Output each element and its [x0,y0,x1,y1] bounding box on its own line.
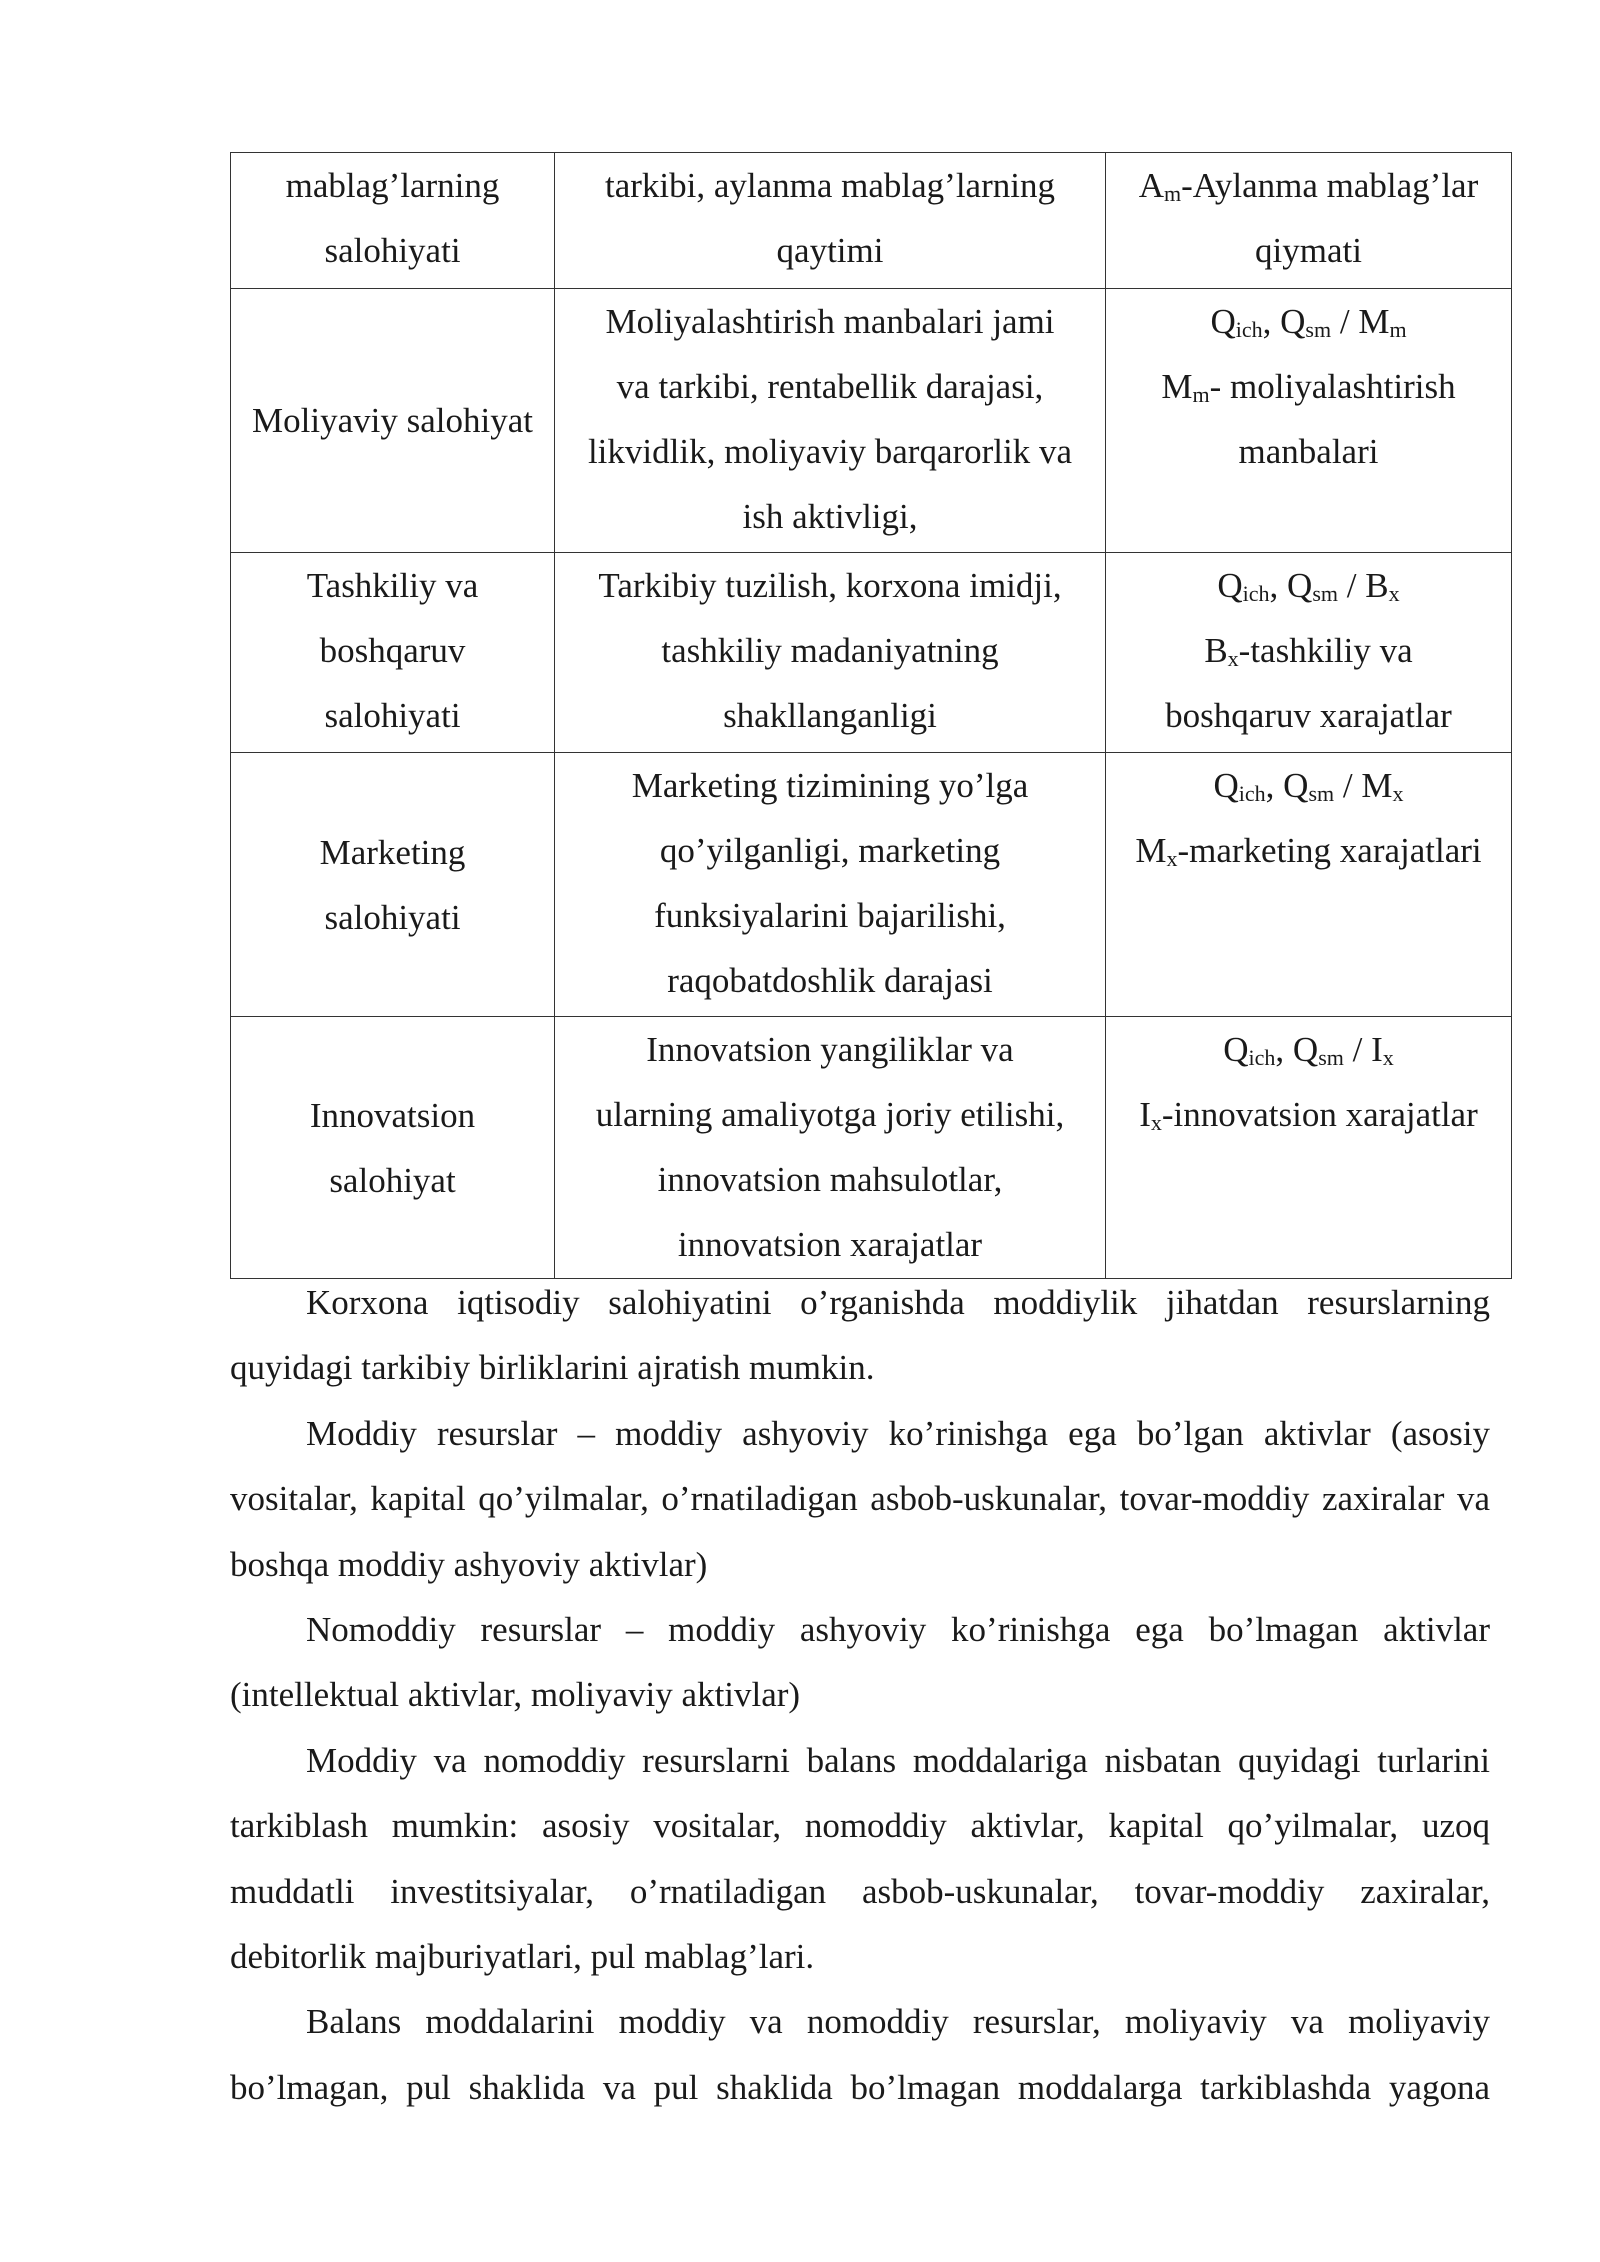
table-row [231,289,1512,553]
table-cell-content: Marketing tizimining yo’lga qo’yilganligi, marketing funksiyalarini bajarilishi, raqobatdoshlik darajasi [555,753,1106,1017]
table-cell-content: Tarkibiy tuzilish, korxona imidji, tashkiliy madaniyatning shakllanganligi [555,553,1106,753]
table-cell-content: Innovatsion yangiliklar va ularning amaliyotga joriy etilishi, innovatsion mahsulotlar, innovatsion xarajatlar [555,1017,1106,1279]
table-row [231,553,1512,753]
paragraph: Balans moddalarini moddiy va nomoddiy resurslar, moliyaviy va moliyaviy bo’lmagan, pul shaklida va pul shaklida bo’lmagan moddalarga tarkiblashda yagona [230,2002,1490,2107]
table-cell-name: Tashkiliy va boshqaruv salohiyati [231,553,555,753]
formula-line: $Q_{ich}$, $Q_{sm} / B_x$ [1217,566,1400,606]
potential-table [230,152,1512,1279]
paragraph: Moddiy va nomoddiy resurslarni balans moddalariga nisbatan quyidagi turlarini tarkiblash mumkin: asosiy vositalar, nomoddiy aktivlar, kapital qo’yilmalar, uzoq muddatli investitsiyalar, o’rnatiladigan asbob-uskunalar, tovar-moddiy zaxiralar, debitorlik majburiyatlari, pul mablag’lari. [230,1740,1490,1977]
table-row [231,753,1512,1017]
formula-description: $M_m-$ moliyalashtirish [1161,367,1456,407]
table-cell-formula [1106,753,1512,1017]
paragraph: Moddiy resurslar – moddiy ashyoviy ko’rinishga ega bo’lgan aktivlar (asosiy vositalar, kapital qo’yilmalar, o’rnatiladigan asbob-uskunalar, tovar-moddiy zaxiralar va boshqa moddiy ashyoviy aktivlar) [230,1413,1490,1584]
formula-line: $Q_{ich}$, $Q_{sm} / I_x$ [1223,1030,1394,1070]
formula-description: $I_x$-innovatsion xarajatlar [1139,1095,1478,1135]
formula-line: $Q_{ich}$, $Q_{sm} / M_x$ [1213,766,1404,806]
table-cell-formula: $Q_{ich}$, $Q_{sm} / M_m$ $M_m-$ moliyalashtirish manbalari [1106,289,1512,553]
table-cell-content: Moliyalashtirish manbalari jami va tarkibi, rentabellik darajasi, likvidlik, moliyaviy barqarorlik va ish aktivligi, [555,289,1106,553]
table-cell-formula: $A_m$-Aylanma mablag’lar qiymati [1106,153,1512,289]
table-cell-name: Moliyaviy salohiyat [231,289,555,553]
table-row [231,153,1512,289]
paragraph: Korxona iqtisodiy salohiyatini o’rganishda moddiylik jihatdan resurslarning quyidagi tarkibiy birliklarini ajratish mumkin. [230,1283,1490,1388]
formula-line: $Q_{ich}$, $Q_{sm} / M_m$ [1210,302,1407,342]
table-cell-formula: $Q_{ich}$, $Q_{sm} / B_x$ $B_x$-tashkiliy va boshqaruv xarajatlar [1106,553,1512,753]
table-cell-formula [1106,1017,1512,1279]
table-row [231,1017,1512,1279]
table-cell-name: Marketing salohiyati [231,753,555,1017]
table-cell-name: Innovatsion salohiyat [231,1017,555,1279]
body-text [230,1270,1490,2120]
formula-line: $A_m$-Aylanma mablag’lar [1138,166,1479,206]
formula-description: $B_x$-tashkiliy va [1204,631,1413,671]
table-cell-name: mablag’larning salohiyati [231,153,555,289]
formula-description: $M_x$-marketing xarajatlari [1135,831,1482,871]
paragraph: Nomoddiy resurslar – moddiy ashyoviy ko’rinishga ega bo’lmagan aktivlar (intellektual aktivlar, moliyaviy aktivlar) [230,1610,1490,1715]
table-cell-content: tarkibi, aylanma mablag’larning qaytimi [555,153,1106,289]
